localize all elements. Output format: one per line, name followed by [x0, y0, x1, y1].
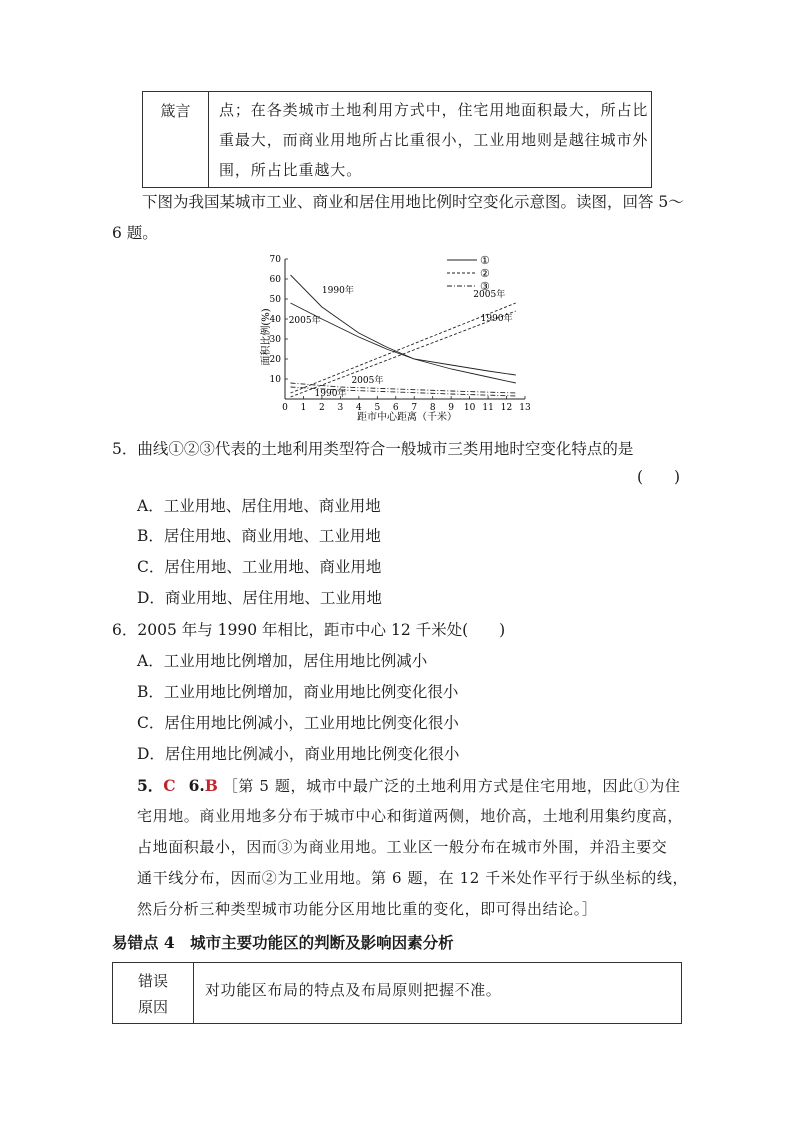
answer-5-key: C [163, 776, 176, 795]
answer-line-3: 占地面积最小，因而③为商业用地。工业区一般分布在城市外围，并沿主要交 [137, 838, 668, 856]
y-tick-label: 70 [269, 255, 281, 265]
q5-stem: 5．曲线①②③代表的土地利用类型符合一般城市三类用地时空变化特点的是 [112, 440, 634, 458]
error-label-line-1: 错误 [137, 972, 168, 990]
error-label-cell [113, 963, 194, 1023]
y-tick-label: 20 [269, 355, 281, 365]
q6-option-c: C．居住用地比例减小，工业用地比例变化很小 [137, 714, 459, 732]
year-annotation-3: 2005年 [473, 290, 506, 300]
legend-label-1: ① [480, 254, 490, 267]
x-tick-label: 5 [374, 403, 381, 413]
q5-option-d: D．商业用地、居住用地、工业用地 [137, 589, 382, 607]
y-tick-label: 10 [269, 375, 281, 385]
x-tick-label: 8 [429, 403, 436, 413]
motto-line-1: 点；在各类城市土地利用方式中，住宅用地面积最大，所占比 [219, 101, 649, 119]
q5-option-a: A．工业用地、居住用地、商业用地 [137, 497, 381, 515]
error-content: 对功能区布局的特点及布局原则把握不准。 [205, 981, 502, 999]
q5-answer-paren: ( ) [637, 468, 681, 486]
answer-line-1 [137, 770, 681, 802]
answer-line-4: 通干线分布，因而②为工业用地。第 6 题，在 12 千米处作平行于纵坐标的线， [137, 869, 689, 887]
x-axis-label: 距市中心距离（千米） [357, 412, 457, 422]
error-label-line-2: 原因 [137, 998, 168, 1016]
x-tick-label: 0 [282, 403, 288, 413]
q6-option-d: D．居住用地比例减小，商业用地比例变化很小 [137, 745, 460, 763]
y-tick-label: 30 [269, 335, 281, 345]
motto-line-3: 围，所占比重越大。 [219, 161, 363, 179]
y-axis-label: 面积比例(%) [261, 308, 272, 366]
chart-annotations [289, 284, 513, 399]
x-tick-label: 13 [519, 403, 531, 413]
chart-legend [447, 254, 490, 293]
motto-content-cell [219, 95, 649, 185]
answer-5-number: 5． [137, 776, 164, 795]
x-tick-label: 1 [300, 403, 307, 413]
year-annotation-6: 1990年 [314, 389, 347, 399]
motto-label-cell [143, 92, 209, 187]
q5-option-b: B．居住用地、商业用地、工业用地 [137, 527, 381, 545]
legend-label-3: ③ [480, 280, 490, 293]
x-tick-label: 6 [392, 403, 399, 413]
x-tick-label: 3 [337, 403, 344, 413]
q6-option-b: B．工业用地比例增加，商业用地比例变化很小 [137, 683, 459, 701]
x-tick-label: 11 [482, 403, 494, 413]
motto-table [142, 91, 652, 188]
year-annotation-2: 2005年 [288, 316, 321, 326]
legend-label-2: ② [480, 267, 490, 280]
answer-line-2: 宅用地。商业用地多分布于城市中心和街道两侧，地价高，土地利用集约度高， [137, 807, 684, 825]
x-tick-label: 12 [500, 403, 513, 413]
year-annotation-5: 2005年 [351, 376, 384, 386]
land-use-chart [255, 252, 535, 422]
answer-line-5: 然后分析三种类型城市功能分区用地比重的变化，即可得出结论。］ [137, 900, 598, 918]
y-tick-label: 40 [269, 315, 281, 325]
chart-ticks [270, 255, 531, 413]
answer-explanation-1: ［第 5 题，城市中最广泛的土地利用方式是住宅用地，因此①为住 [222, 777, 681, 795]
x-tick-label: 9 [448, 403, 455, 413]
intro-line-1: 下图为我国某城市工业、商业和居住用地比例时空变化示意图。读图，回答 5～ [142, 193, 684, 211]
q6-option-a: A．工业用地比例增加，居住用地比例减小 [137, 652, 428, 670]
motto-line-2: 重最大，而商业用地所占比重很小，工业用地则是越往城市外 [219, 131, 649, 149]
q6-stem: 6．2005 年与 1990 年相比，距市中心 12 千米处( ) [112, 621, 506, 639]
error-reason-table [112, 962, 682, 1024]
answer-6-key: B [204, 776, 218, 795]
x-tick-label: 4 [355, 403, 362, 413]
section-title: 易错点 4 城市主要功能区的判断及影响因素分析 [112, 933, 454, 952]
y-tick-label: 60 [269, 275, 281, 285]
year-annotation-1: 1990年 [321, 286, 354, 296]
x-tick-label: 7 [411, 403, 418, 413]
y-tick-label: 50 [269, 295, 281, 305]
intro-line-2: 6 题。 [112, 224, 158, 242]
answer-6-number: 6. [188, 776, 205, 795]
x-tick-label: 2 [319, 403, 325, 413]
q5-option-c: C．居住用地、工业用地、商业用地 [137, 558, 382, 576]
motto-label: 箴言 [160, 102, 191, 120]
x-tick-label: 10 [463, 403, 476, 413]
year-annotation-4: 1990年 [480, 314, 513, 324]
